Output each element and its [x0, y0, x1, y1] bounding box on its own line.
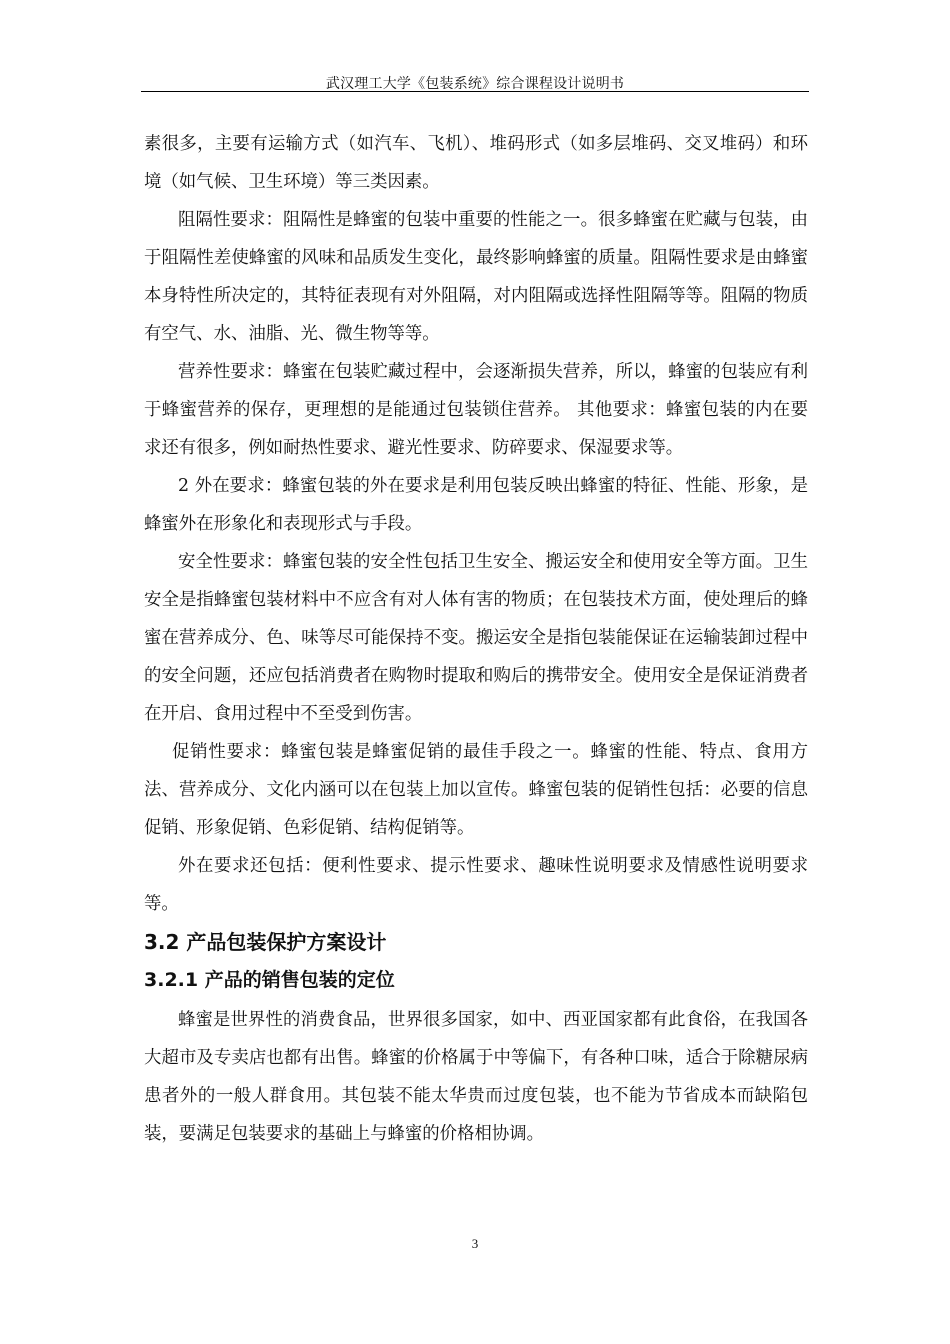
section-heading-3-2-1: 3.2.1 产品的销售包装的定位: [144, 969, 395, 991]
page-number: 3: [471, 1236, 479, 1251]
paragraph-safety-requirement: 安全性要求：蜂蜜包装的安全性包括卫生安全、搬运安全和使用安全等方面。卫生安全是指蜂蜜包装材料中不应含有对人体有害的物质；在包装技术方面，使处理后的蜂蜜在营养成分、色、味等尽可能保持不变。搬运安全是指包装能保证在运输装卸过程中的安全问题，还应包括消费者在购物时提取和购后的携带安全。使用安全是保证消费者在开启、食用过程中不至受到伤害。: [144, 552, 808, 724]
document-body: [144, 125, 808, 1153]
running-header: 武汉理工大学《包装系统》综合课程设计说明书: [325, 76, 625, 92]
paragraph-nutrition-requirement: 营养性要求：蜂蜜在包装贮藏过程中，会逐渐损失营养，所以，蜂蜜的包装应有利于蜂蜜营养的保存，更理想的是能通过包装锁住营养。 其他要求：蜂蜜包装的内在要求还有很多，例如耐热性要求、避光性要求、防碎要求、保湿要求等。: [144, 362, 808, 458]
header-divider: [141, 91, 809, 92]
section-heading-3-2: 3.2 产品包装保护方案设计: [144, 930, 387, 954]
paragraph-other-external-requirements: 外在要求还包括：便利性要求、提示性要求、趣味性说明要求及情感性说明要求等。: [144, 856, 808, 914]
paragraph-promotion-requirement: 促销性要求：蜂蜜包装是蜂蜜促销的最佳手段之一。蜂蜜的性能、特点、食用方法、营养成分、文化内涵可以在包装上加以宣传。蜂蜜包装的促销性包括：必要的信息促销、形象促销、色彩促销、结构促销等。: [144, 742, 808, 838]
paragraph-barrier-requirement: 阻隔性要求：阻隔性是蜂蜜的包装中重要的性能之一。很多蜂蜜在贮藏与包装，由于阻隔性差使蜂蜜的风味和品质发生变化，最终影响蜂蜜的质量。阻隔性要求是由蜂蜜本身特性所决定的，其特征表现有对外阻隔，对内阻隔或选择性阻隔等等。阻隔的物质有空气、水、油脂、光、微生物等等。: [144, 210, 808, 344]
paragraph-sales-positioning: 蜂蜜是世界性的消费食品，世界很多国家，如中、西亚国家都有此食俗，在我国各大超市及专卖店也都有出售。蜂蜜的价格属于中等偏下，有各种口味，适合于除糖尿病患者外的一般人群食用。其包装不能太华贵而过度包装，也不能为节省成本而缺陷包装，要满足包装要求的基础上与蜂蜜的价格相协调。: [144, 1010, 808, 1144]
paragraph-external-requirement: 2 外在要求：蜂蜜包装的外在要求是利用包装反映出蜂蜜的特征、性能、形象，是蜂蜜外在形象化和表现形式与手段。: [144, 476, 808, 534]
paragraph-transport-factors: 素很多，主要有运输方式（如汽车、飞机）、堆码形式（如多层堆码、交叉堆码）和环境（如气候、卫生环境）等三类因素。: [144, 134, 808, 192]
